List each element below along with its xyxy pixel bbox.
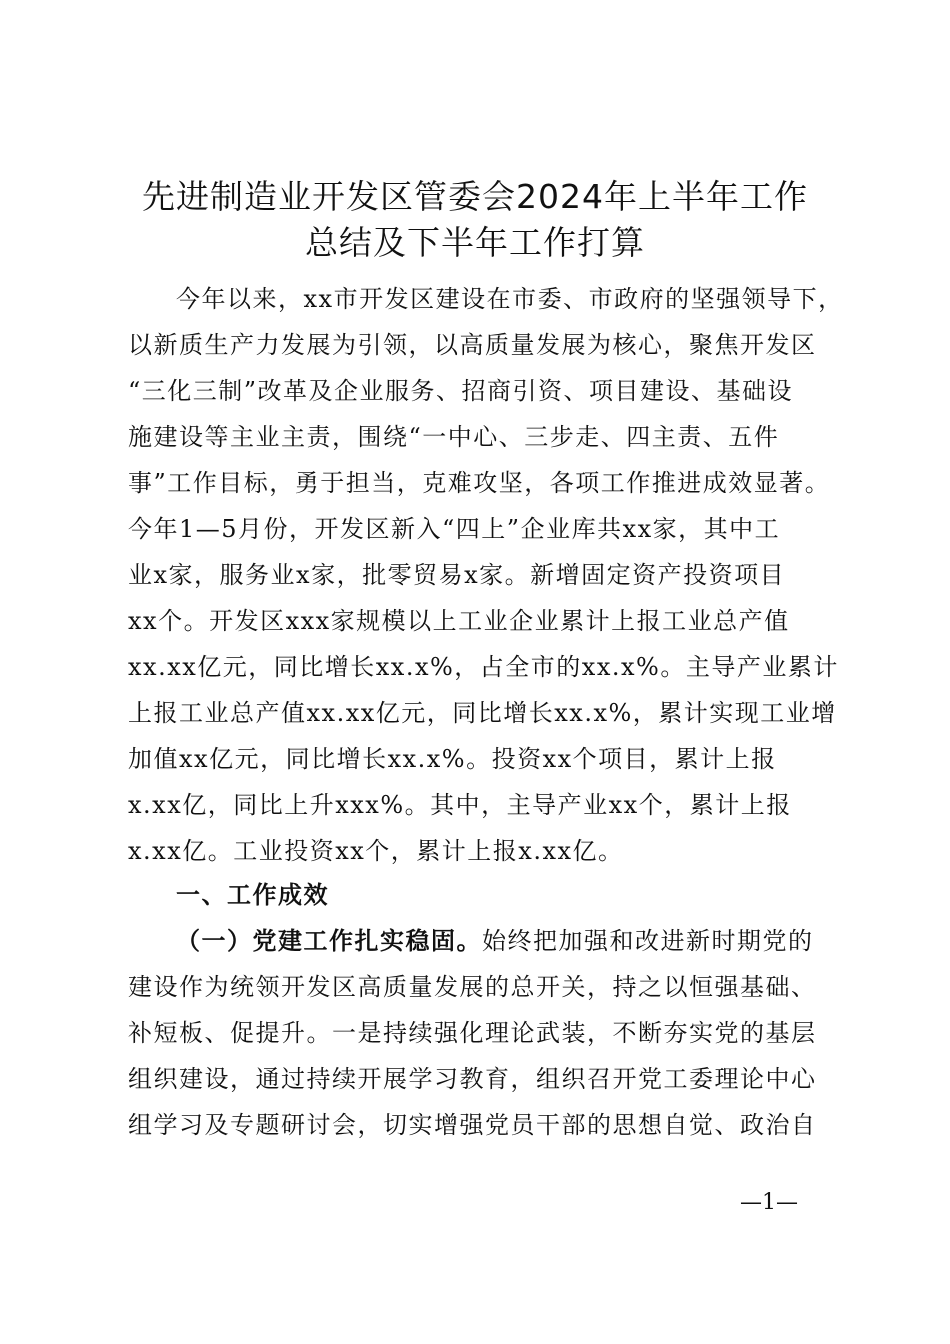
paragraph-line: x.xx亿。工业投资xx个，累计上报x.xx亿。 xyxy=(128,837,624,865)
paragraph-line: 施建设等主业主责，围绕“一中心、三步走、四主责、五件 xyxy=(128,423,780,451)
subsection-heading: （一）党建工作扎实稳固。 xyxy=(176,926,482,955)
paragraph-line: 业x家，服务业x家，批零贸易x家。新增固定资产投资项目 xyxy=(128,561,786,589)
paragraph-line: x.xx亿，同比上升xxx%。其中，主导产业xx个，累计上报 xyxy=(128,791,792,819)
paragraph-line: xx个。开发区xxx家规模以上工业企业累计上报工业总产值 xyxy=(128,607,790,635)
subsection-first-line-text: 始终把加强和改进新时期党的 xyxy=(482,927,814,955)
paragraph-line: 今年以来，xx市开发区建设在市委、市政府的坚强领导下， xyxy=(176,285,844,313)
paragraph-line: 以新质生产力发展为引领，以高质量发展为核心，聚焦开发区 xyxy=(128,331,817,359)
document-title-line-2: 总结及下半年工作打算 xyxy=(305,223,645,262)
paragraph-line: 组学习及专题研讨会，切实增强党员干部的思想自觉、政治自 xyxy=(128,1111,817,1139)
section-heading: 一、工作成效 xyxy=(176,881,329,909)
subsection-first-line xyxy=(176,918,888,964)
paragraph-line: 今年1—5月份，开发区新入“四上”企业库共xx家，其中工 xyxy=(128,515,781,543)
paragraph-line: 加值xx亿元，同比增长xx.x%。投资xx个项目，累计上报 xyxy=(128,745,777,773)
document-title-line-1: 先进制造业开发区管委会2024年上半年工作 xyxy=(142,177,808,216)
page-number: —1— xyxy=(740,1190,798,1215)
paragraph-line: 补短板、促提升。一是持续强化理论武装，不断夯实党的基层 xyxy=(128,1019,817,1047)
paragraph-line: xx.xx亿元，同比增长xx.x%，占全市的xx.x%。主导产业累计 xyxy=(128,653,839,681)
paragraph-line: “三化三制”改革及企业服务、招商引资、项目建设、基础设 xyxy=(128,377,794,405)
paragraph-line: 事”工作目标，勇于担当，克难攻坚，各项工作推进成效显著。 xyxy=(128,469,831,497)
paragraph-line: 上报工业总产值xx.xx亿元，同比增长xx.x%，累计实现工业增 xyxy=(128,699,837,727)
paragraph-line: 建设作为统领开发区高质量发展的总开关，持之以恒强基础、 xyxy=(128,973,817,1001)
paragraph-line: 组织建设，通过持续开展学习教育，组织召开党工委理论中心 xyxy=(128,1065,817,1093)
